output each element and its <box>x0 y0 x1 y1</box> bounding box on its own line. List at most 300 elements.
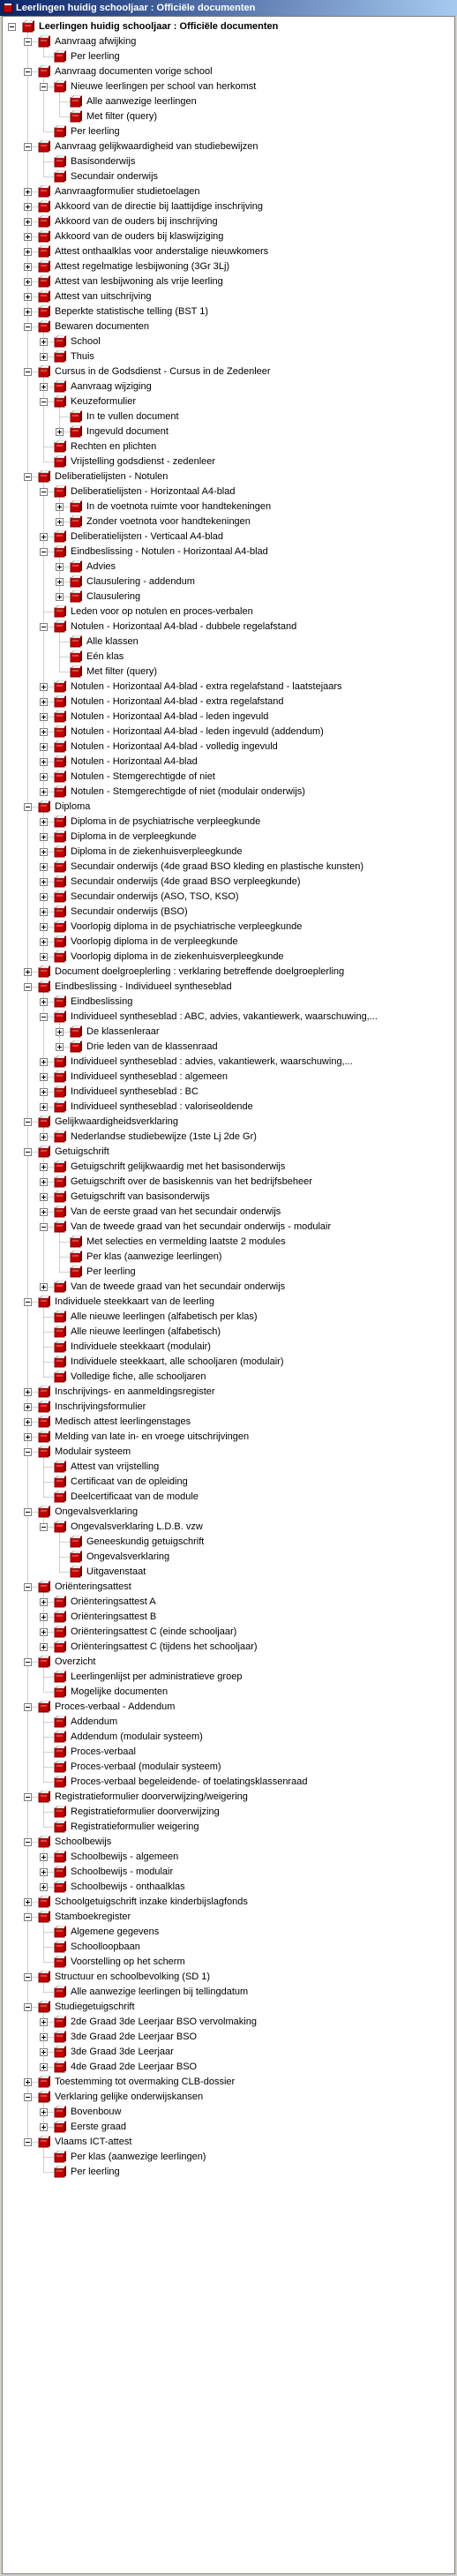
expand-plus-icon[interactable] <box>24 278 32 286</box>
tree-node[interactable] <box>3 965 455 980</box>
tree-node[interactable] <box>3 1625 455 1640</box>
red-book-icon <box>69 590 83 604</box>
tree-node[interactable] <box>3 1700 455 1715</box>
red-book-icon <box>53 1596 67 1609</box>
tree-node[interactable] <box>3 379 455 394</box>
tree-node[interactable] <box>3 364 455 379</box>
expand-plus-icon[interactable] <box>40 1208 48 1216</box>
expand-plus-icon[interactable] <box>56 593 64 601</box>
tree-node[interactable] <box>3 680 455 695</box>
expand-plus-icon[interactable] <box>40 878 48 886</box>
tree-node[interactable] <box>3 1460 455 1475</box>
collapse-minus-icon[interactable] <box>24 1973 32 1981</box>
red-book-icon <box>53 785 67 799</box>
tree-node[interactable] <box>3 755 455 770</box>
tree-node-label: Overzicht <box>55 1656 96 1667</box>
tree-node-label: Thuis <box>71 351 94 362</box>
tree-node[interactable] <box>3 800 455 815</box>
tree-node[interactable] <box>3 1235 455 1250</box>
tree-node[interactable] <box>3 244 455 259</box>
collapse-minus-icon[interactable] <box>24 1838 32 1846</box>
tree-node-label: Leerlingenlijst per administratieve groep <box>71 1671 243 1682</box>
tree-node[interactable] <box>3 650 455 665</box>
collapse-minus-icon[interactable] <box>40 398 48 406</box>
tree-node[interactable] <box>3 1220 455 1235</box>
tree-node-label: Oriënteringsattest A <box>71 1596 156 1607</box>
tree-node[interactable] <box>3 1970 455 1985</box>
tree-node[interactable] <box>3 334 455 349</box>
collapse-minus-icon[interactable] <box>24 1658 32 1666</box>
tree-node[interactable] <box>3 1850 455 1865</box>
tree-node-label: Deelcertificaat van de module <box>71 1491 199 1502</box>
expand-plus-icon[interactable] <box>40 728 48 736</box>
tree-node-label: Medisch attest leerlingenstages <box>55 1416 191 1427</box>
collapse-minus-icon[interactable] <box>24 2003 32 2011</box>
tree-node[interactable] <box>3 514 455 529</box>
tree-node[interactable] <box>3 1130 455 1145</box>
red-book-icon <box>37 980 51 994</box>
tree-node[interactable] <box>3 905 455 920</box>
expand-plus-icon[interactable] <box>40 953 48 961</box>
expand-plus-icon[interactable] <box>24 1388 32 1396</box>
tree-node[interactable] <box>3 2075 455 2090</box>
collapse-minus-icon[interactable] <box>40 1223 48 1231</box>
expand-plus-icon[interactable] <box>56 1028 64 1036</box>
expand-plus-icon[interactable] <box>24 233 32 241</box>
tree-node[interactable] <box>3 394 455 409</box>
tree-node[interactable] <box>3 860 455 875</box>
collapse-minus-icon[interactable] <box>24 1793 32 1801</box>
tree-node[interactable] <box>3 1565 455 1580</box>
tree-node[interactable] <box>3 1985 455 2000</box>
expand-plus-icon[interactable] <box>40 2048 48 2056</box>
tree-node[interactable] <box>3 725 455 740</box>
collapse-minus-icon[interactable] <box>24 143 32 151</box>
red-book-icon <box>53 1821 67 1834</box>
tree-node[interactable] <box>3 1415 455 1430</box>
document-tree[interactable] <box>2 16 455 2574</box>
collapse-minus-icon[interactable] <box>24 323 32 331</box>
tree-node[interactable] <box>3 1880 455 1895</box>
tree-node-label: 2de Graad 3de Leerjaar BSO vervolmaking <box>71 2016 257 2027</box>
tree-node[interactable] <box>3 995 455 1010</box>
tree-node[interactable] <box>3 1685 455 1700</box>
red-book-icon <box>37 2076 51 2089</box>
expand-plus-icon[interactable] <box>56 518 64 526</box>
tree-node[interactable] <box>3 409 455 424</box>
tree-node[interactable] <box>3 1760 455 1775</box>
expand-plus-icon[interactable] <box>40 1178 48 1186</box>
tree-node-label: Aanvraag gelijkwaardigheid van studiebewijzen <box>55 141 258 152</box>
tree-node-label: Keuzeformulier <box>71 396 136 407</box>
tree-node[interactable] <box>3 710 455 725</box>
tree-node[interactable] <box>3 1805 455 1820</box>
collapse-minus-icon[interactable] <box>40 1013 48 1021</box>
tree-node[interactable] <box>3 544 455 560</box>
collapse-minus-icon[interactable] <box>24 1298 32 1306</box>
expand-plus-icon[interactable] <box>56 428 64 436</box>
expand-plus-icon[interactable] <box>24 218 32 226</box>
tree-node[interactable] <box>3 1055 455 1070</box>
expand-plus-icon[interactable] <box>24 248 32 256</box>
expand-plus-icon[interactable] <box>40 1868 48 1876</box>
collapse-minus-icon[interactable] <box>40 488 48 496</box>
red-book-icon <box>53 1716 67 1729</box>
expand-plus-icon[interactable] <box>40 743 48 751</box>
tree-node[interactable] <box>3 1010 455 1025</box>
tree-node[interactable] <box>3 2135 455 2150</box>
red-book-icon <box>53 1851 67 1864</box>
tree-node[interactable] <box>3 439 455 454</box>
tree-node[interactable] <box>3 49 455 64</box>
tree-node[interactable] <box>3 1475 455 1490</box>
tree-node[interactable] <box>3 2030 455 2045</box>
tree-node[interactable] <box>3 1865 455 1880</box>
collapse-minus-icon[interactable] <box>40 623 48 631</box>
tree-node[interactable] <box>3 1715 455 1730</box>
red-book-icon <box>53 725 67 739</box>
tree-node-label: Diploma in de verpleegkunde <box>71 831 197 842</box>
red-book-icon <box>53 620 67 634</box>
tree-node[interactable] <box>3 214 455 229</box>
collapse-minus-icon[interactable] <box>24 1448 32 1456</box>
tree-node-label: Ingevuld document <box>86 426 169 437</box>
expand-plus-icon[interactable] <box>40 1613 48 1621</box>
tree-node[interactable] <box>3 484 455 499</box>
tree-node[interactable] <box>3 1505 455 1520</box>
red-book-icon <box>53 1205 67 1219</box>
expand-plus-icon[interactable] <box>40 533 48 541</box>
expand-plus-icon[interactable] <box>40 2123 48 2131</box>
red-book-icon <box>53 2031 67 2044</box>
tree-node[interactable] <box>3 34 455 49</box>
tree-node[interactable] <box>3 1745 455 1760</box>
tree-node[interactable] <box>3 740 455 755</box>
collapse-minus-icon[interactable] <box>40 83 48 91</box>
expand-plus-icon[interactable] <box>40 713 48 721</box>
collapse-minus-icon[interactable] <box>40 548 48 556</box>
tree-node[interactable] <box>3 980 455 995</box>
tree-node[interactable] <box>3 605 455 620</box>
tree-node[interactable] <box>3 1535 455 1550</box>
tree-node[interactable] <box>3 454 455 469</box>
tree-node[interactable] <box>3 1250 455 1265</box>
tree-node[interactable] <box>3 2015 455 2030</box>
red-book-icon <box>69 410 83 424</box>
tree-node[interactable] <box>3 935 455 950</box>
collapse-minus-icon[interactable] <box>24 368 32 376</box>
tree-node[interactable] <box>3 109 455 124</box>
tree-node-label: Studiegetuigschrift <box>55 2001 135 2012</box>
tree-node[interactable] <box>3 920 455 935</box>
tree-node[interactable] <box>3 1550 455 1565</box>
tree-node[interactable] <box>3 1160 455 1175</box>
tree-node[interactable] <box>3 139 455 154</box>
tree-node[interactable] <box>3 590 455 605</box>
tree-node[interactable] <box>3 2060 455 2075</box>
tree-node[interactable] <box>3 890 455 905</box>
expand-plus-icon[interactable] <box>40 698 48 706</box>
expand-plus-icon[interactable] <box>56 1043 64 1051</box>
tree-node[interactable] <box>3 2105 455 2120</box>
expand-plus-icon[interactable] <box>40 1193 48 1201</box>
expand-plus-icon[interactable] <box>24 1403 32 1411</box>
expand-plus-icon[interactable] <box>40 1628 48 1636</box>
tree-node-label: Secundair onderwijs <box>71 171 159 182</box>
red-book-icon <box>37 1971 51 1984</box>
tree-node[interactable] <box>3 1280 455 1295</box>
expand-plus-icon[interactable] <box>40 1058 48 1066</box>
red-book-icon <box>37 1431 51 1444</box>
tree-node[interactable] <box>3 1070 455 1085</box>
tree-node[interactable] <box>3 620 455 635</box>
tree-node[interactable] <box>3 1610 455 1625</box>
tree-node[interactable] <box>3 1910 455 1925</box>
tree-node[interactable] <box>3 1325 455 1340</box>
tree-node[interactable] <box>3 950 455 965</box>
collapse-minus-icon[interactable] <box>8 23 16 31</box>
red-book-icon <box>53 890 67 904</box>
tree-node[interactable] <box>3 1145 455 1160</box>
tree-node[interactable] <box>3 124 455 139</box>
tree-node[interactable] <box>3 499 455 514</box>
tree-node[interactable] <box>3 770 455 785</box>
tree-node[interactable] <box>3 1790 455 1805</box>
tree-node[interactable] <box>3 2150 455 2165</box>
red-book-icon <box>37 1386 51 1399</box>
expand-plus-icon[interactable] <box>40 788 48 796</box>
tree-node[interactable] <box>3 229 455 244</box>
tree-node[interactable] <box>3 575 455 590</box>
tree-node-label: Getuigschrift over de basiskennis van het bedrijfsbeheer <box>71 1176 312 1187</box>
collapse-minus-icon[interactable] <box>24 473 32 481</box>
red-book-icon <box>69 1040 83 1054</box>
tree-node[interactable] <box>3 1190 455 1205</box>
tree-node[interactable] <box>3 560 455 575</box>
expand-plus-icon[interactable] <box>24 203 32 211</box>
tree-node[interactable] <box>3 2165 455 2180</box>
tree-node[interactable] <box>3 2120 455 2135</box>
red-book-icon <box>53 2106 67 2119</box>
expand-plus-icon[interactable] <box>40 923 48 931</box>
expand-plus-icon[interactable] <box>40 773 48 781</box>
red-book-icon <box>37 215 51 229</box>
tree-node[interactable] <box>3 1025 455 1040</box>
tree-node[interactable] <box>3 1205 455 1220</box>
expand-plus-icon[interactable] <box>40 1598 48 1606</box>
expand-plus-icon[interactable] <box>40 1103 48 1111</box>
expand-plus-icon[interactable] <box>40 1853 48 1861</box>
tree-node[interactable] <box>3 154 455 169</box>
tree-node[interactable] <box>3 274 455 289</box>
expand-plus-icon[interactable] <box>40 683 48 691</box>
expand-plus-icon[interactable] <box>40 758 48 766</box>
tree-node[interactable] <box>3 695 455 710</box>
collapse-minus-icon[interactable] <box>24 1703 32 1711</box>
collapse-minus-icon[interactable] <box>24 68 32 76</box>
expand-plus-icon[interactable] <box>56 578 64 586</box>
red-book-icon <box>53 1085 67 1099</box>
expand-plus-icon[interactable] <box>56 503 64 511</box>
red-book-icon <box>53 155 67 169</box>
tree-node[interactable] <box>3 785 455 800</box>
tree-node[interactable] <box>3 349 455 364</box>
tree-node-label: Eindbeslissing <box>71 996 133 1007</box>
red-book-icon <box>69 1250 83 1264</box>
collapse-minus-icon[interactable] <box>24 2138 32 2146</box>
collapse-minus-icon[interactable] <box>24 2093 32 2101</box>
tree-node[interactable] <box>3 875 455 890</box>
tree-node-label: Notulen - Horizontaal A4-blad <box>71 756 198 767</box>
red-book-icon <box>53 1686 67 1699</box>
expand-plus-icon[interactable] <box>24 1433 32 1441</box>
tree-node[interactable] <box>3 1895 455 1910</box>
tree-node[interactable] <box>3 1940 455 1955</box>
tree-node[interactable] <box>3 424 455 439</box>
tree-node[interactable] <box>3 1355 455 1370</box>
tree-node[interactable] <box>3 665 455 680</box>
expand-plus-icon[interactable] <box>40 1883 48 1891</box>
tree-node[interactable] <box>3 259 455 274</box>
expand-plus-icon[interactable] <box>24 1418 32 1426</box>
expand-plus-icon[interactable] <box>40 383 48 391</box>
tree-node[interactable] <box>3 1655 455 1670</box>
tree-node[interactable] <box>3 1265 455 1280</box>
tree-node[interactable] <box>3 1955 455 1970</box>
tree-node[interactable] <box>3 1100 455 1115</box>
collapse-minus-icon[interactable] <box>24 38 32 46</box>
tree-node-label: Registratieformulier doorverwijzing <box>71 1806 220 1817</box>
tree-node[interactable] <box>3 199 455 214</box>
tree-node[interactable] <box>3 1520 455 1535</box>
tree-node[interactable] <box>3 1580 455 1595</box>
tree-node[interactable] <box>3 845 455 860</box>
expand-plus-icon[interactable] <box>40 1073 48 1081</box>
tree-node[interactable] <box>3 1310 455 1325</box>
expand-plus-icon[interactable] <box>40 908 48 916</box>
tree-node[interactable] <box>3 815 455 830</box>
tree-node[interactable] <box>3 1295 455 1310</box>
tree-node[interactable] <box>3 1670 455 1685</box>
tree-node[interactable] <box>3 635 455 650</box>
collapse-minus-icon[interactable] <box>24 1583 32 1591</box>
tree-node[interactable] <box>3 1340 455 1355</box>
tree-node[interactable] <box>3 304 455 319</box>
tree-node[interactable] <box>3 1370 455 1385</box>
tree-node[interactable] <box>3 289 455 304</box>
expand-plus-icon[interactable] <box>24 293 32 301</box>
tree-node[interactable] <box>3 1445 455 1460</box>
expand-plus-icon[interactable] <box>24 1898 32 1906</box>
expand-plus-icon[interactable] <box>24 308 32 316</box>
collapse-minus-icon[interactable] <box>24 1118 32 1126</box>
expand-plus-icon[interactable] <box>40 2018 48 2026</box>
red-book-icon <box>53 485 67 499</box>
tree-node[interactable] <box>3 529 455 544</box>
tree-node[interactable] <box>3 64 455 79</box>
expand-plus-icon[interactable] <box>40 353 48 361</box>
tree-node-label: Registratieformulier weigering <box>71 1821 199 1832</box>
collapse-minus-icon[interactable] <box>24 1148 32 1156</box>
tree-node[interactable] <box>3 1595 455 1610</box>
tree-node[interactable] <box>3 319 455 334</box>
tree-node[interactable] <box>3 2000 455 2015</box>
collapse-minus-icon[interactable] <box>24 1913 32 1921</box>
expand-plus-icon[interactable] <box>40 818 48 826</box>
expand-plus-icon[interactable] <box>40 2108 48 2116</box>
tree-node[interactable] <box>3 79 455 94</box>
tree-node[interactable] <box>3 1385 455 1400</box>
red-book-icon <box>53 1746 67 1759</box>
expand-plus-icon[interactable] <box>40 1088 48 1096</box>
collapse-minus-icon[interactable] <box>24 1508 32 1516</box>
expand-plus-icon[interactable] <box>56 563 64 571</box>
tree-node[interactable] <box>3 1835 455 1850</box>
collapse-minus-icon[interactable] <box>40 1523 48 1531</box>
red-book-icon <box>69 425 83 439</box>
tree-node[interactable] <box>3 169 455 184</box>
tree-node[interactable] <box>3 1730 455 1745</box>
tree-node[interactable] <box>3 2090 455 2105</box>
collapse-minus-icon[interactable] <box>24 803 32 811</box>
tree-node[interactable] <box>3 830 455 845</box>
expand-plus-icon[interactable] <box>24 2078 32 2086</box>
expand-plus-icon[interactable] <box>40 338 48 346</box>
expand-plus-icon[interactable] <box>40 1133 48 1141</box>
tree-node-label: Individueel syntheseblad : valoriseoldende <box>71 1101 253 1112</box>
tree-node-label: Basisonderwijs <box>71 156 136 167</box>
expand-plus-icon[interactable] <box>40 833 48 841</box>
tree-node[interactable] <box>3 1775 455 1790</box>
red-book-icon <box>37 2001 51 2014</box>
expand-plus-icon[interactable] <box>40 1643 48 1651</box>
tree-node[interactable] <box>3 1640 455 1655</box>
expand-plus-icon[interactable] <box>40 938 48 946</box>
tree-node[interactable] <box>3 1820 455 1835</box>
tree-node[interactable] <box>3 1040 455 1055</box>
red-book-icon <box>53 935 67 949</box>
tree-node-label: Inschrijvingsformulier <box>55 1401 146 1412</box>
tree-node[interactable] <box>3 1175 455 1190</box>
expand-plus-icon[interactable] <box>40 893 48 901</box>
tree-node[interactable] <box>3 469 455 484</box>
tree-node[interactable] <box>3 94 455 109</box>
tree-node[interactable] <box>3 1490 455 1505</box>
tree-node[interactable] <box>3 184 455 199</box>
expand-plus-icon[interactable] <box>40 1283 48 1291</box>
expand-plus-icon[interactable] <box>24 188 32 196</box>
tree-node-label: Secundair onderwijs (BSO) <box>71 906 188 917</box>
title-bar[interactable] <box>0 0 457 16</box>
tree-node[interactable] <box>3 1085 455 1100</box>
tree-node[interactable] <box>3 19 455 34</box>
expand-plus-icon[interactable] <box>40 998 48 1006</box>
tree-node[interactable] <box>3 1400 455 1415</box>
tree-node[interactable] <box>3 1115 455 1130</box>
expand-plus-icon[interactable] <box>24 263 32 271</box>
expand-plus-icon[interactable] <box>40 2063 48 2071</box>
tree-node[interactable] <box>3 1925 455 1940</box>
collapse-minus-icon[interactable] <box>24 983 32 991</box>
tree-node[interactable] <box>3 2045 455 2060</box>
expand-plus-icon[interactable] <box>40 863 48 871</box>
expand-plus-icon[interactable] <box>40 848 48 856</box>
expand-plus-icon[interactable] <box>24 968 32 976</box>
tree-node[interactable] <box>3 1430 455 1445</box>
expand-plus-icon[interactable] <box>40 2033 48 2041</box>
expand-plus-icon[interactable] <box>40 1163 48 1171</box>
tree-node-label: Per leerling <box>71 126 120 137</box>
